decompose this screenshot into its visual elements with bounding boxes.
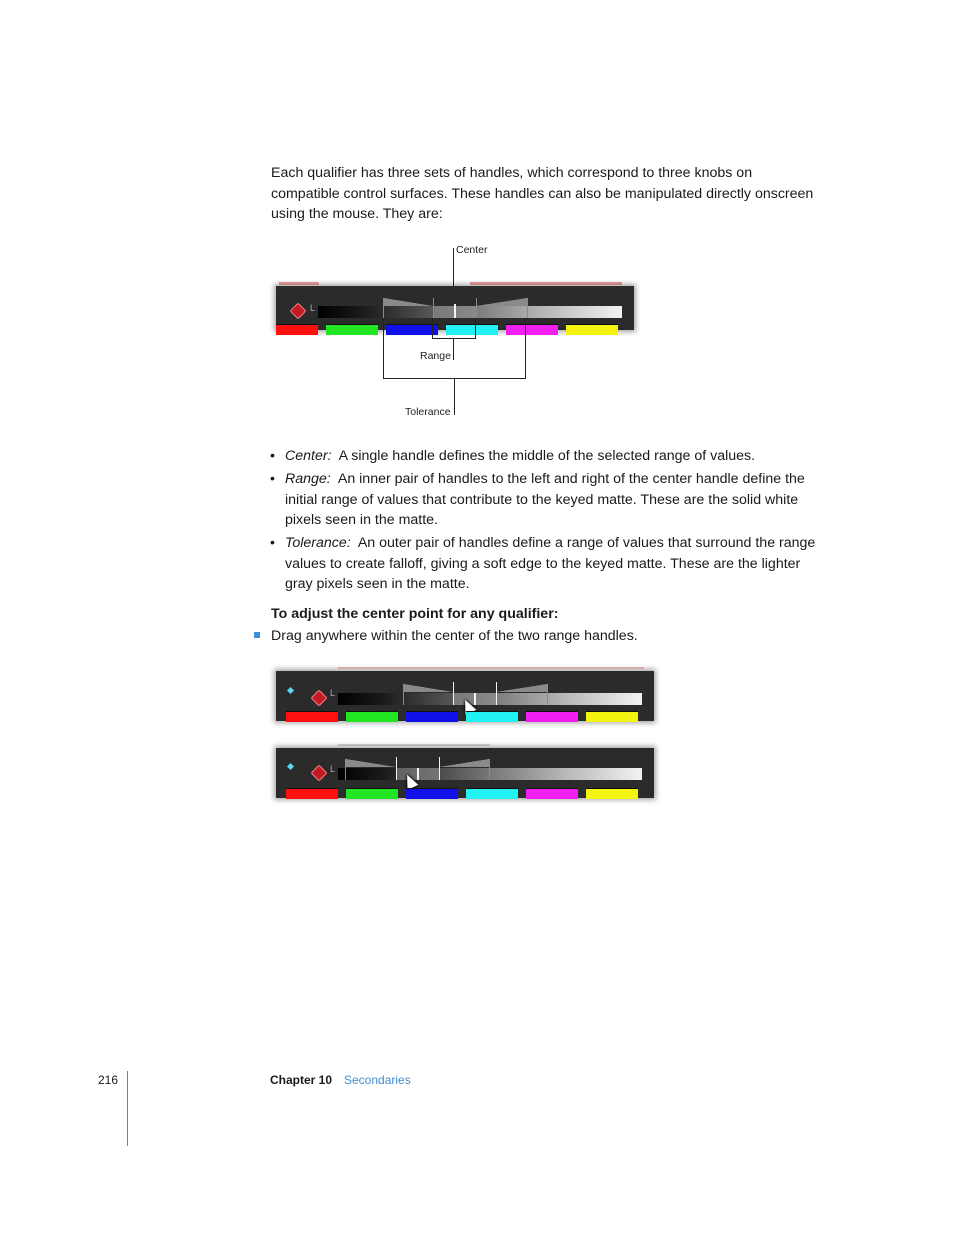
bullet-dot: • [270,471,275,487]
tolerance-handle-left[interactable] [403,684,404,705]
tolerance-handle-left[interactable] [383,298,384,318]
center-handle[interactable] [417,768,419,780]
qualifier-panel-2 [276,671,654,721]
swatch-green[interactable] [326,324,378,335]
tolerance-bracket-right [525,318,526,379]
tolerance-ramp-right [496,684,547,692]
channel-label: L [310,303,316,313]
eyedropper-icon[interactable] [290,303,307,320]
definition-text: An inner pair of handles to the left and right of the center handle define the initial range of values that contribute to the keyed matte. These are the solid white pixels seen in the matte. [285,471,805,528]
swatch-cyan[interactable] [466,711,518,722]
definition-text: An outer pair of handles define a range of values that surround the range values to create falloff, giving a soft edge to the keyed matte. These are the lighter gray pixels seen in the matte. [285,535,816,592]
intro-line-1: Each qualifier has three sets of handles, which correspond to three knobs on [271,165,753,181]
center-handle[interactable] [474,693,476,705]
tolerance-handle-right[interactable] [547,684,548,705]
top-strip-right [470,282,622,285]
tolerance-ramp-right [476,298,527,306]
range-handle-left[interactable] [453,682,454,705]
definition-text: A single handle defines the middle of the selected range of values. [338,448,756,464]
swatch-yellow[interactable] [586,788,638,799]
top-strip-left [279,282,319,285]
step-square-icon [254,632,260,638]
term-tolerance: Tolerance: [285,535,351,551]
tolerance-ramp-left [384,298,433,306]
intro-line-2: compatible control surfaces. These handles can also be manipulated directly onscreen [271,185,814,202]
range-bracket-right [475,318,476,338]
swatch-magenta[interactable] [526,711,578,722]
swatch-yellow[interactable] [566,324,618,335]
range-handle-right[interactable] [496,682,497,705]
swatch-cyan[interactable] [446,324,498,335]
bullet-dot: • [270,535,275,551]
tolerance-ramp-left [404,684,453,692]
callout-range: Range [420,350,451,362]
swatch-red[interactable] [286,711,338,722]
swatch-magenta[interactable] [526,788,578,799]
tolerance-leader-line [454,378,455,415]
callout-center: Center [456,244,488,256]
qualifier-panel-1 [276,286,634,330]
list-item [270,446,825,467]
channel-label: L [330,764,336,774]
tolerance-handle-right[interactable] [527,298,528,318]
center-handle[interactable] [454,304,456,318]
tolerance-ramp-left [346,759,396,767]
swatch-blue[interactable] [386,324,438,335]
term-range: Range: [285,471,331,487]
tolerance-bracket-left [383,318,384,379]
swatch-red[interactable] [286,788,338,799]
eyedropper-icon[interactable] [311,690,328,707]
range-leader-line [453,338,454,360]
page-number: 216 [98,1073,119,1087]
swatch-green[interactable] [346,788,398,799]
range-bracket-left [432,318,433,338]
task-step: Drag anywhere within the center of the two range handles. [271,628,638,644]
handle-definitions-list [270,446,825,597]
swatch-magenta[interactable] [506,324,558,335]
tolerance-handle-right[interactable] [489,759,490,780]
keyframe-diamond-icon[interactable] [287,763,294,770]
task-heading: To adjust the center point for any qualifier: [271,606,559,622]
qualifier-panel-3 [276,748,654,798]
intro-paragraph [271,163,821,225]
footer-chapter: Chapter 10 [270,1073,333,1087]
range-handle-left[interactable] [433,298,434,318]
footer-section-link[interactable]: Secondaries [344,1073,411,1087]
footer-rule [127,1071,128,1146]
luma-track[interactable] [338,768,642,780]
term-center: Center: [285,448,332,464]
range-handle-right[interactable] [439,757,440,780]
keyframe-diamond-icon[interactable] [287,687,294,694]
swatch-cyan[interactable] [466,788,518,799]
swatch-red[interactable] [276,324,318,335]
eyedropper-icon[interactable] [311,765,328,782]
intro-line-3: using the mouse. They are: [271,206,443,222]
channel-label: L [330,688,336,698]
swatch-green[interactable] [346,711,398,722]
list-item [270,533,825,595]
top-strip-3 [338,744,490,746]
list-item [270,469,825,531]
tolerance-handle-left[interactable] [345,759,346,780]
swatch-blue[interactable] [406,711,458,722]
swatch-yellow[interactable] [586,711,638,722]
top-strip-2 [338,667,644,669]
tolerance-ramp-right [439,759,489,767]
range-bracket-bottom [432,338,476,339]
swatch-blue[interactable] [406,788,458,799]
callout-tolerance: Tolerance [405,406,451,418]
range-handle-right[interactable] [476,298,477,318]
bullet-dot: • [270,448,275,464]
range-handle-left[interactable] [396,757,397,780]
